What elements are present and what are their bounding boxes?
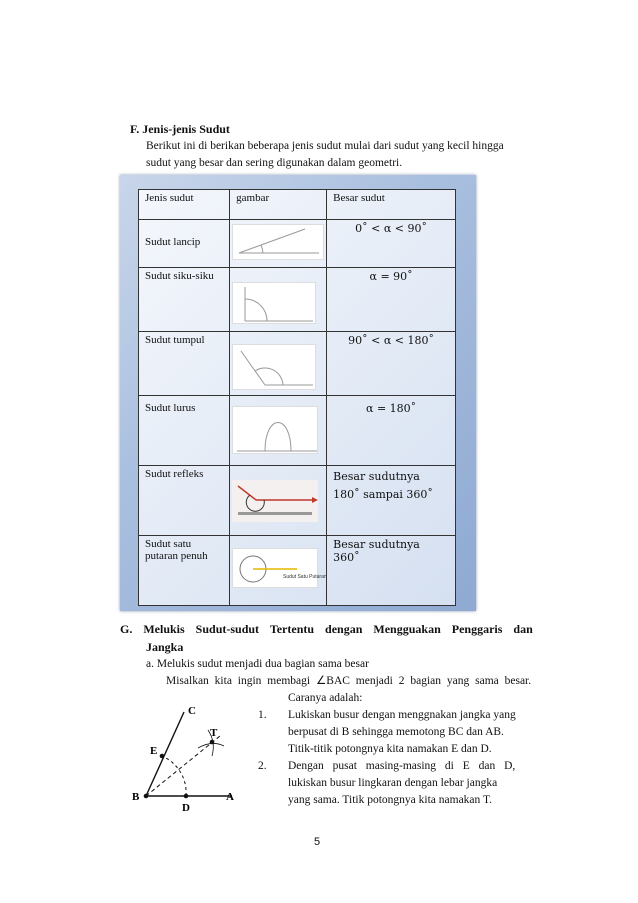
obtuse-angle-figure xyxy=(232,344,316,390)
label-D: D xyxy=(182,802,190,814)
row-image-tumpul xyxy=(230,332,327,396)
step-1-line1: Lukiskan busur dengan menggnakan jangka yang xyxy=(288,709,516,721)
reflex-angle-figure xyxy=(232,480,318,522)
step-2-line2: lukiskan busur lingkaran dengan lebar jangka xyxy=(288,777,498,789)
row-name-putaran: Sudut satu putaran penuh xyxy=(139,536,230,606)
header-jenis: Jenis sudut xyxy=(139,190,230,220)
straight-angle-figure xyxy=(232,406,318,454)
row-measure-tumpul: 90˚ < α < 180˚ xyxy=(327,332,456,396)
bisector-figure xyxy=(128,700,248,816)
section-f-heading: F. Jenis-jenis Sudut xyxy=(130,122,230,136)
section-g-sub-a: a. Melukis sudut menjadi dua bagian sama besar xyxy=(146,658,369,670)
step-1-number: 1. xyxy=(258,709,267,721)
section-f-intro-line1: Berikut ini di berikan beberapa jenis sudut mulai dari sudut yang kecil hingga xyxy=(146,140,504,152)
full-turn-figure xyxy=(232,548,327,588)
row-image-lancip xyxy=(230,220,327,268)
row-measure-siku: α = 90˚ xyxy=(327,268,456,332)
header-besar: Besar sudut xyxy=(327,190,456,220)
row-measure-lancip: 0˚ < α < 90˚ xyxy=(327,220,456,268)
angle-types-table xyxy=(138,189,456,606)
row-measure-lurus: α = 180˚ xyxy=(327,396,456,466)
acute-angle-figure xyxy=(232,224,324,260)
row-image-lurus xyxy=(230,396,327,466)
section-f-intro-line2: sudut yang besar dan sering digunakan dalam geometri. xyxy=(146,157,403,169)
row-name-siku: Sudut siku-siku xyxy=(139,268,230,332)
full-turn-caption: Sudut Satu Putaran xyxy=(283,574,327,580)
row-name-lancip: Sudut lancip xyxy=(139,220,230,268)
section-g-heading-text: G. Melukis Sudut-sudut Tertentu dengan Mengguakan Penggaris dan xyxy=(120,622,533,636)
section-g-heading-line2: Jangka xyxy=(146,640,184,654)
row-measure-refleks xyxy=(327,466,456,536)
step-1-line2: berpusat di B sehingga memotong BC dan AB. xyxy=(288,726,504,738)
step-2-line1: Dengan pusat masing-masing di E dan D, xyxy=(288,760,516,772)
step-1-line3: Titik-titik potongnya kita namakan E dan D. xyxy=(288,743,492,755)
section-g-heading-line1 xyxy=(120,622,548,637)
label-B: B xyxy=(132,791,140,803)
row-image-refleks xyxy=(230,466,327,536)
section-g-intro: Misalkan kita ingin membagi ∠BAC menjadi 2 bagian yang sama besar. xyxy=(166,675,532,687)
section-g-caranya: Caranya adalah: xyxy=(288,692,363,704)
label-A: A xyxy=(226,791,234,803)
row-image-siku xyxy=(230,268,327,332)
step-2-line3: yang sama. Titik potongnya kita namakan T. xyxy=(288,794,492,806)
right-angle-figure xyxy=(232,282,316,324)
label-T: T xyxy=(210,727,218,739)
row-name-tumpul: Sudut tumpul xyxy=(139,332,230,396)
label-C: C xyxy=(188,705,196,717)
page-number: 5 xyxy=(314,836,321,848)
row-name-refleks: Sudut refleks xyxy=(139,466,230,536)
label-E: E xyxy=(150,745,158,757)
row-image-putaran xyxy=(230,536,327,606)
row-measure-putaran: Besar sudutnya 360˚ xyxy=(327,536,456,606)
refleks-measure-text: Besar sudutnya 180˚ sampai 360˚ xyxy=(333,470,433,501)
header-gambar: gambar xyxy=(230,190,327,220)
step-2-number: 2. xyxy=(258,760,267,772)
row-name-lurus: Sudut lurus xyxy=(139,396,230,466)
